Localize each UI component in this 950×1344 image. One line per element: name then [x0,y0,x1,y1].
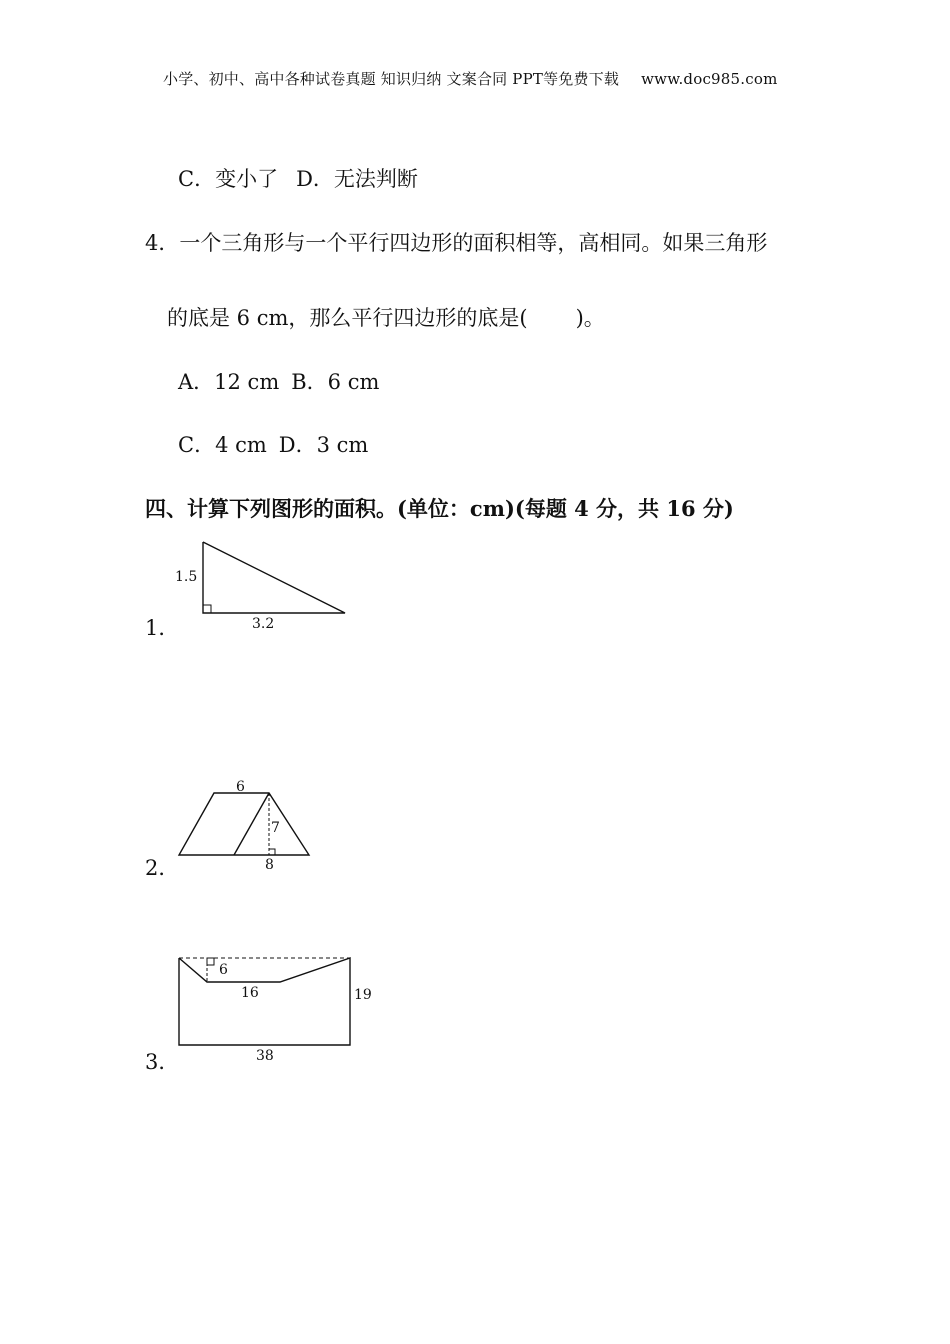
triangle-outline [203,542,345,613]
fig2-height-label: 7 [271,820,280,836]
header-text: 小学、初中、高中各种试卷真题 知识归纳 文案合同 PPT等免费下载 [163,70,620,88]
fig1-number: 1． [145,616,180,640]
fig1-height-label: 1.5 [175,569,198,585]
right-angle-mark [203,605,211,613]
right-angle-mark [207,958,214,965]
q3-option-c: C．变小了 [178,167,279,191]
fig3-side-label: 19 [354,987,372,1003]
q4-text-line1: 一个三角形与一个平行四边形的面积相等，高相同。如果三角形 [179,231,768,255]
fig2-top-label: 6 [236,779,245,795]
figure-3-notched-rectangle [179,958,372,1064]
q3-option-d: D．无法判断 [296,167,418,191]
fig3-number: 3． [145,1050,180,1074]
q4-text-line2a: 的底是 6 cm，那么平行四边形的底是( [167,306,528,330]
fig3-depth-label: 6 [219,962,228,978]
figure-1-triangle [175,542,345,632]
fig2-base-label: 8 [265,857,274,873]
fig3-base-label: 38 [256,1048,274,1064]
q4-option-c: C．4 cm [178,433,267,457]
q4-text-line2b: )。 [575,306,605,330]
fig1-base-label: 3.2 [252,616,275,632]
fig2-number: 2． [145,856,180,880]
trapezoid-outline [179,793,309,855]
figure-2-trapezoid [179,779,309,873]
q4-option-b: B．6 cm [291,370,380,394]
section-heading: 四、计算下列图形的面积。(单位：cm)(每题 4 分，共 16 分) [145,496,734,521]
right-angle-mark [269,849,275,855]
q4-number: 4． [145,231,180,255]
divider-line [234,793,269,855]
fig3-inner-label: 16 [241,985,259,1001]
shape-outline [179,958,350,1045]
header-site: www.doc985.com [641,70,778,88]
q4-option-a: A．12 cm [178,370,280,394]
q4-option-d: D．3 cm [278,433,369,457]
